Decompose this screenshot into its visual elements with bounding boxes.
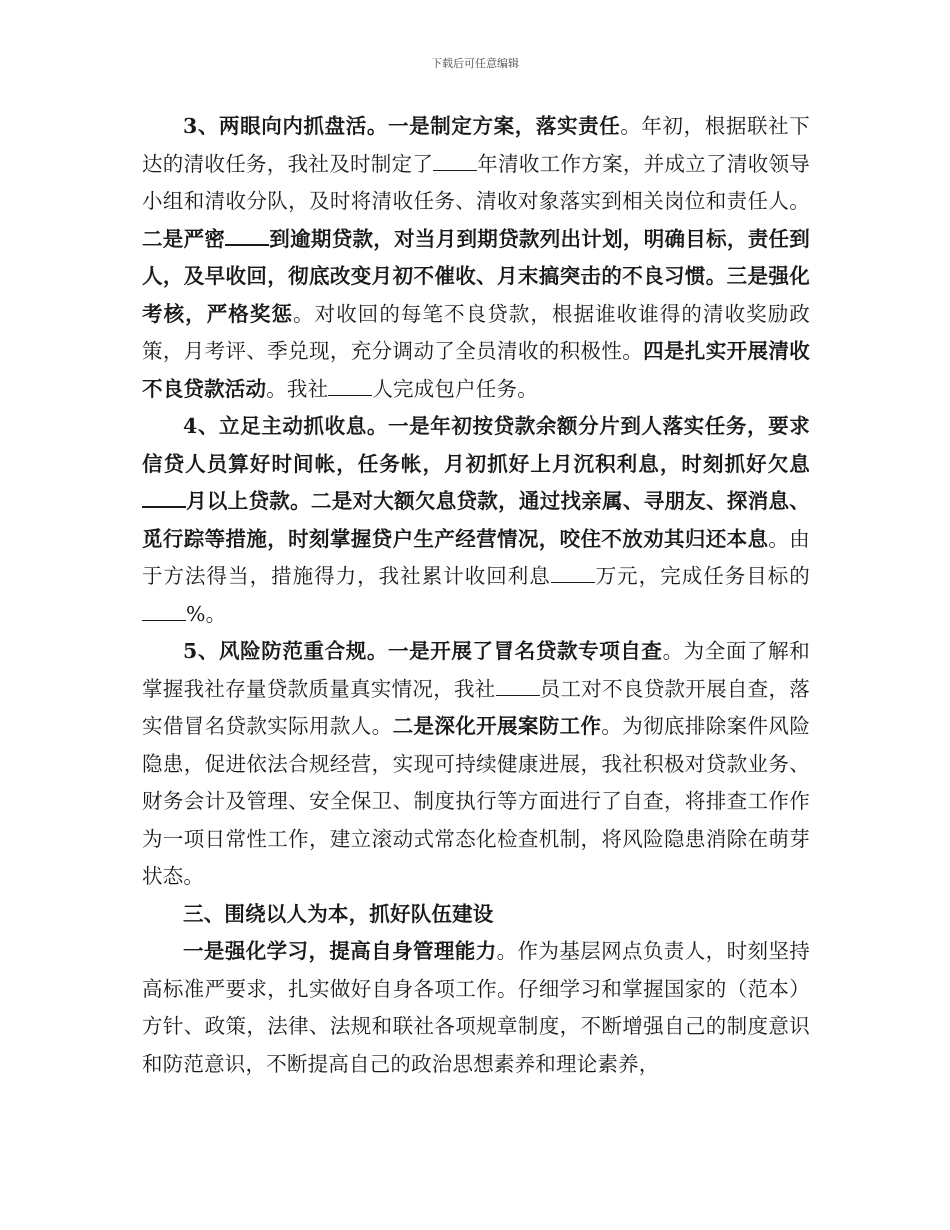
body-text: %。 [186,601,227,626]
bold-text: 二是严密 [142,226,226,251]
body-text: 。我社 [266,376,329,401]
paragraph-3 [142,108,810,408]
page-header: 下载后可任意编辑 [431,57,519,70]
bold-text: 月以上贷款。二是对大额欠息贷款，通过找亲属、寻朋友、探消息、觅行踪等措施，时刻掌握贷户生产经营情况，咬住不放劝其归还本息 [142,489,810,551]
blank-line [433,170,477,171]
body-text: 年清收工作方案，并成立了清收领导小组和清收分队，及时将清收任务、清收对象落实到相关岗位和责任人。 [142,151,810,213]
bold-text: 二是深化开展案防工作 [392,714,602,738]
body-text: 人完成包户任务。 [372,376,538,401]
bold-text: 3、两眼向内抓盘活。一是制定方案，落实责任 [183,114,621,138]
body-text: 。为全面了解和掌握我社存量贷款质量真实情况，我社 [142,639,810,701]
body-text: 员工对不良贷款开展自查，落实借冒名贷款实际用款人。 [142,676,810,738]
blank-line [142,620,186,621]
bold-text: 到逾期贷款，对当月到期贷款列出计划，明确目标，责任到人，及早收回，彻底改变月初不催收、月末搞突击的不良习惯。三是强化考核，严格奖惩 [142,226,810,326]
body-text: 。为彻底排除案件风险隐患，促进依法合规经营，实现可持续健康进展，我社积极对贷款业务、财务会计及管理、安全保卫、制度执行等方面进行了自查，将排查工作作为一项日常性工作，建立滚动式常态化检查机制，将风险隐患消除在萌芽状态。 [142,714,811,888]
body-text: 。由于方法得当，措施得力，我社累计收回利息 [142,526,811,588]
bold-text: 四是扎实开展清收不良贷款活动 [142,339,810,401]
document-body [142,108,810,1083]
blank-line [142,506,186,508]
body-text: 。年初，根据联社下达的清收任务，我社及时制定了 [142,114,810,176]
blank-line [328,395,372,396]
body-text: 。对收回的每笔不良贷款，根据谁收谁得的清收奖励政策，月考评、季兑现，充分调动了全员清收的积极性。 [142,301,810,363]
blank-line [225,244,269,246]
section-title: 三、围绕以人为本，抓好队伍建设 [183,901,494,926]
paragraph-5 [142,633,810,896]
section-heading [142,896,810,934]
body-text: 。作为基层网点负责人，时刻坚持高标准严要求，扎实做好自身各项工作。仔细学习和掌握国家的（范本）方针、政策，法律、法规和联社各项规章制度，不断增强自己的制度意识和防范意识，不断提高自己的政治思想素养和理论素养， [142,939,811,1076]
bold-text: 一是强化学习，提高自身管理能力 [183,939,497,963]
paragraph-6 [142,933,810,1083]
blank-line [496,695,540,696]
bold-text: 5、风险防范重合规。一是开展了冒名贷款专项自查 [183,639,663,663]
paragraph-4 [142,408,810,633]
bold-text: 4、立足主动抓收息。一是年初按贷款余额分片到人落实任务，要求信贷人员算好时间帐，任务帐，月初抓好上月沉积利息，时刻抓好欠息 [142,414,810,476]
blank-line [551,582,595,583]
body-text: 万元，完成任务目标的 [594,564,810,588]
